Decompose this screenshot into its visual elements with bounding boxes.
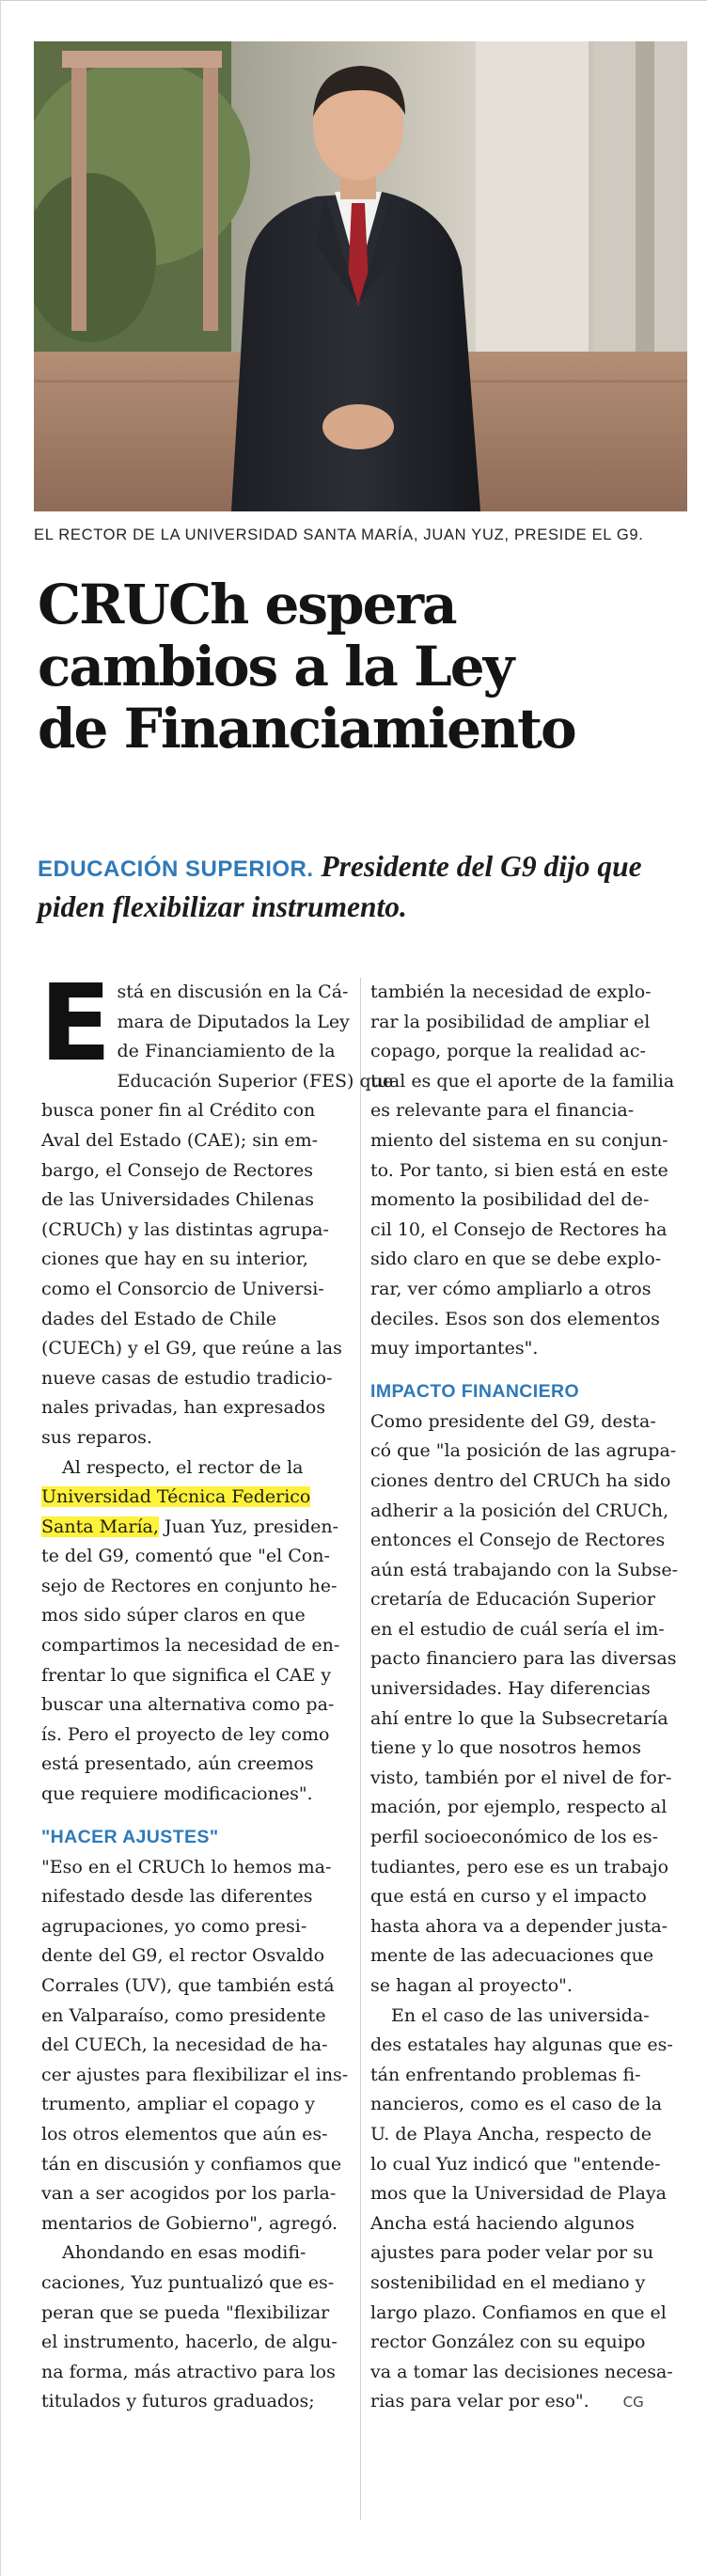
text-line <box>41 1483 352 1513</box>
paragraph <box>41 1853 352 2239</box>
drop-cap: E <box>39 963 112 1085</box>
text-line: dades del Estado de Chile <box>41 1308 277 1329</box>
text-line: nancieros, como es el caso de la <box>370 2094 663 2115</box>
text-line: trumento, ampliar el copago y <box>41 2094 316 2115</box>
deck <box>38 848 686 926</box>
headline <box>38 573 686 760</box>
text-line: de Financiamiento de la <box>117 1041 336 1062</box>
text-line: cer ajustes para flexibilizar el ins- <box>41 2064 349 2085</box>
text-line: sejo de Rectores en conjunto he- <box>41 1575 338 1596</box>
text-line: adherir a la posición del CRUCh, <box>370 1500 669 1521</box>
text-line: en Valparaíso, como presidente <box>41 2004 326 2026</box>
text-line: compartimos la necesidad de en- <box>41 1635 340 1657</box>
photo-caption: EL RECTOR DE LA UNIVERSIDAD SANTA MARÍA, JUAN YUZ, PRESIDE EL G9. <box>34 526 644 543</box>
text-line: que está en curso y el impacto <box>370 1886 647 1908</box>
text-line: en el estudio de cuál sería el im- <box>370 1618 665 1640</box>
text-line: va a tomar las decisiones necesa- <box>370 2361 673 2382</box>
page-edge <box>0 0 1 2576</box>
subheading: IMPACTO FINANCIERO <box>370 1380 580 1402</box>
deck-text: Presidente del G9 dijo que piden flexibilizar instrumento. <box>38 850 642 923</box>
text-line: ís. Pero el proyecto de ley como <box>41 1723 330 1745</box>
text-line: nueve casas de estudio tradicio- <box>41 1367 333 1389</box>
text-line: se hagan al proyecto". <box>370 1975 573 1996</box>
text-line: como el Consorcio de Universi- <box>41 1278 324 1299</box>
article-column-left <box>39 963 394 2417</box>
text-line: to. Por tanto, si bien está en este <box>370 1159 668 1181</box>
text-line: na forma, más atractivo para los <box>41 2361 336 2382</box>
text-line: En el caso de las universida- <box>391 2004 650 2026</box>
text-line: rar, ver cómo ampliarlo a otros <box>370 1278 652 1299</box>
text-line: está presentado, aún creemos <box>41 1753 314 1775</box>
text-line: deciles. Esos son dos elementos <box>370 1308 660 1329</box>
text-line: ajustes para poder velar por su <box>370 2242 654 2264</box>
text-line: rector González con su equipo <box>370 2332 646 2353</box>
paragraph <box>41 2238 352 2417</box>
text-line: rar la posibilidad de ampliar el <box>370 1011 651 1032</box>
text-line: muy importantes". <box>370 1338 539 1359</box>
text-line: mara de Diputados la Ley <box>117 1011 350 1032</box>
text-line: "Eso en el CRUCh lo hemos ma- <box>41 1856 332 1877</box>
text-line: Corrales (UV), que también está <box>41 1975 335 1996</box>
text-line: Educación Superior (FES) que <box>117 1070 394 1092</box>
headline-line: de Financiamiento <box>38 697 575 761</box>
text-line: Ahondando en esas modifi- <box>62 2242 306 2264</box>
text-line: tudiantes, pero ese es un trabajo <box>370 1856 669 1877</box>
text-line: momento la posibilidad del de- <box>370 1189 650 1211</box>
text-line: el instrumento, hacerlo, de algu- <box>41 2332 338 2353</box>
text-line: agrupaciones, yo como presi- <box>41 1915 307 1937</box>
text-line: des estatales hay algunas que es- <box>370 2034 673 2056</box>
text-line: hasta ahora va a depender justa- <box>370 1915 668 1937</box>
text-line: universidades. Hay diferencias <box>370 1678 651 1700</box>
subheading: "HACER AJUSTES" <box>41 1826 219 1847</box>
text-line: aún está trabajando con la Subse- <box>370 1559 679 1580</box>
text-line: también la necesidad de explo- <box>370 982 652 1002</box>
text-line: perfil socioeconómico de los es- <box>370 1827 659 1848</box>
text-line: titulados y futuros graduados; <box>41 2391 315 2412</box>
text-line: mos sido súper claros en que <box>41 1605 306 1626</box>
paragraph <box>370 978 681 1364</box>
text-line: visto, también por el nivel de for- <box>370 1767 672 1788</box>
top-rule <box>0 0 707 1</box>
text-line: sus reparos. <box>41 1426 152 1448</box>
text-line: Aval del Estado (CAE); sin em- <box>41 1129 319 1151</box>
paragraph <box>370 2002 681 2418</box>
text-line: tán enfrentando problemas fi- <box>370 2064 641 2085</box>
text-line: te del G9, comentó que "el Con- <box>41 1546 330 1567</box>
text-line: mación, por ejemplo, respecto al <box>370 1797 668 1818</box>
text-line: bargo, el Consejo de Rectores <box>41 1159 313 1181</box>
text-line: có que "la posición de las agrupa- <box>370 1440 677 1462</box>
text-line: largo plazo. Confiamos en que el <box>370 2301 667 2323</box>
text-line: van a ser acogidos por los parla- <box>41 2183 337 2205</box>
text-line: peran que se pueda "flexibilizar <box>41 2301 330 2323</box>
text-line: pacto financiero para las diversas <box>370 1648 677 1670</box>
text-line: tiene y lo que nosotros hemos <box>370 1737 641 1759</box>
text-line: stá en discusión en la Cá- <box>117 982 349 1002</box>
text-line <box>41 1513 352 1543</box>
text-line: dente del G9, el rector Osvaldo <box>41 1945 325 1967</box>
text-line: ciones que hay en su interior, <box>41 1249 308 1270</box>
text-line: mente de las adecuaciones que <box>370 1945 654 1967</box>
text-line: U. de Playa Ancha, respecto de <box>370 2123 652 2144</box>
text-line: que requiere modificaciones". <box>41 1783 313 1805</box>
text-line: tual es que el aporte de la familia <box>370 1070 675 1092</box>
text-run: rias para velar por eso". <box>370 2391 589 2412</box>
column-divider <box>360 978 361 2520</box>
rector-portrait-image <box>34 41 687 511</box>
text-line: nales privadas, han expresados <box>41 1397 326 1419</box>
text-line <box>370 2387 681 2418</box>
text-line: sido claro en que se debe explo- <box>370 1249 662 1270</box>
text-line: (CRUCh) y las distintas agrupa- <box>41 1218 329 1240</box>
text-line: mentarios de Gobierno", agregó. <box>41 2212 338 2234</box>
text-line: cil 10, el Consejo de Rectores ha <box>370 1218 668 1240</box>
end-mark-icon: CG <box>622 2394 644 2411</box>
text-line: busca poner fin al Crédito con <box>41 1100 316 1122</box>
text-line: Al respecto, el rector de la <box>62 1456 304 1478</box>
text-line: del CUECh, la necesidad de ha- <box>41 2034 328 2056</box>
text-line: (CUECh) y el G9, que reúne a las <box>41 1338 342 1359</box>
text-line: Como presidente del G9, desta- <box>370 1410 656 1432</box>
text-line: cretaría de Educación Superior <box>370 1589 655 1610</box>
text-run: Juan Yuz, presiden- <box>158 1516 339 1537</box>
paragraph <box>370 1407 681 2002</box>
text-line: sostenibilidad en el mediano y <box>370 2271 646 2293</box>
text-line: caciones, Yuz puntualizó que es- <box>41 2271 335 2293</box>
text-line: nifestado desde las diferentes <box>41 1886 313 1908</box>
text-line: los otros elementos que aún es- <box>41 2123 328 2144</box>
paragraph <box>39 963 394 1453</box>
highlighted-text: Santa María, <box>41 1516 159 1537</box>
highlighted-text: Universidad Técnica Federico <box>41 1486 311 1508</box>
text-line: ciones dentro del CRUCh ha sido <box>370 1469 671 1491</box>
headline-line: CRUCh espera <box>38 573 456 636</box>
text-line: tán en discusión y confiamos que <box>41 2153 342 2175</box>
section-kicker: EDUCACIÓN SUPERIOR. <box>38 856 314 882</box>
text-line: entonces el Consejo de Rectores <box>370 1530 666 1551</box>
article-photo <box>34 41 687 511</box>
text-line: copago, porque la realidad ac- <box>370 1041 646 1062</box>
headline-line: cambios a la Ley <box>38 635 513 699</box>
text-line: lo cual Yuz indicó que "entende- <box>370 2153 661 2175</box>
text-line: Ancha está haciendo algunos <box>370 2212 635 2234</box>
text-line: frentar lo que significa el CAE y <box>41 1664 332 1686</box>
text-line: ahí entre lo que la Subsecretaría <box>370 1707 668 1729</box>
text-line: miento del sistema en su conjun- <box>370 1129 668 1151</box>
text-line: buscar una alternativa como pa- <box>41 1694 335 1716</box>
paragraph <box>41 1453 352 1810</box>
text-line: mos que la Universidad de Playa <box>370 2183 667 2205</box>
article-column-right <box>370 978 681 2418</box>
text-line: de las Universidades Chilenas <box>41 1189 315 1211</box>
text-line: es relevante para el financia- <box>370 1100 635 1122</box>
